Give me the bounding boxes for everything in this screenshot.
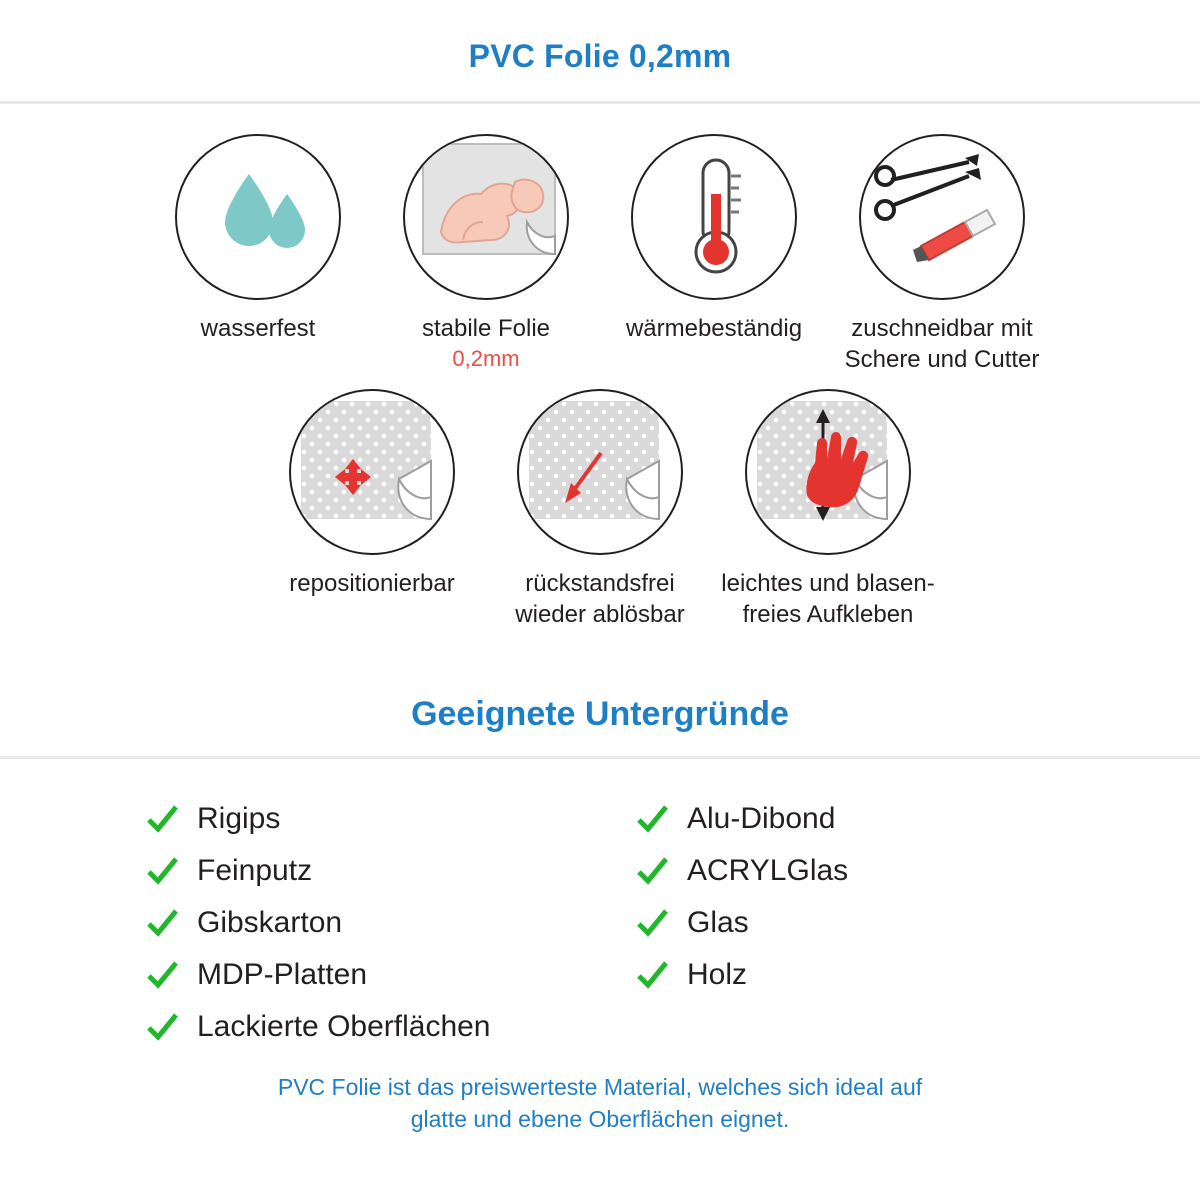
scissors-cutter-icon <box>861 136 1025 300</box>
surface-label: Gibskarton <box>197 905 343 939</box>
feature-caption <box>422 314 550 373</box>
feature-caption <box>626 314 802 345</box>
feature-label: rückstandsfrei wieder ablösbar <box>515 570 685 629</box>
check-icon <box>145 1010 179 1044</box>
feature-repositionierbar <box>262 389 482 600</box>
hand-smoothing-icon <box>747 391 911 555</box>
surface-label: Alu-Dibond <box>687 801 836 835</box>
feature-row-2 <box>0 375 1200 630</box>
feature-circle <box>859 134 1025 300</box>
feature-label: wärmebeständig <box>625 315 803 342</box>
check-icon <box>145 802 179 836</box>
list-item <box>145 897 565 949</box>
list-item <box>145 845 565 897</box>
feature-label: repositionierbar <box>289 570 455 598</box>
list-item <box>145 949 565 1001</box>
surface-label: Holz <box>687 957 748 991</box>
list-item <box>145 793 565 845</box>
surfaces-column-right <box>635 793 1055 1053</box>
surface-label: Feinputz <box>197 853 313 887</box>
water-drops-icon <box>177 136 341 300</box>
reposition-arrows-icon <box>291 391 455 555</box>
footnote-line-2: glatte und ebene Oberflächen eignet. <box>410 1106 790 1133</box>
feature-row-1 <box>0 104 1200 375</box>
surfaces-title: Geeignete Untergründe <box>411 694 789 733</box>
surface-label: MDP-Platten <box>197 957 368 991</box>
list-item <box>635 897 1055 949</box>
surfaces-column-left <box>145 793 565 1053</box>
check-icon <box>145 906 179 940</box>
surface-label: ACRYLGlas <box>687 853 849 887</box>
feature-circle <box>517 389 683 555</box>
peel-off-arrow-icon <box>519 391 683 555</box>
surface-label: Rigips <box>197 801 281 835</box>
check-icon <box>145 958 179 992</box>
check-icon <box>635 802 669 836</box>
feature-circle <box>175 134 341 300</box>
feature-sublabel: 0,2mm <box>452 345 520 371</box>
feature-circle <box>403 134 569 300</box>
feature-label: wasserfest <box>200 315 316 342</box>
check-icon <box>635 958 669 992</box>
feature-zuschneidbar <box>832 134 1052 375</box>
list-item <box>145 1001 565 1053</box>
feature-stabile-folie <box>376 134 596 373</box>
feature-caption <box>490 569 710 630</box>
feature-label: stabile Folie <box>421 315 551 342</box>
feature-caption <box>832 314 1052 375</box>
feature-waermebestaendig <box>604 134 824 345</box>
feature-label: leichtes und blasen-freies Aufkleben <box>721 570 935 629</box>
footnote <box>0 1053 1200 1135</box>
feature-blasenfreies-aufkleben <box>718 389 938 630</box>
feature-caption <box>718 569 938 630</box>
flexed-biceps-icon <box>405 136 569 300</box>
feature-wasserfest <box>148 134 368 345</box>
thermometer-icon <box>633 136 797 300</box>
feature-label: zuschneidbar mit Schere und Cutter <box>844 315 1040 373</box>
list-item <box>635 793 1055 845</box>
surface-label: Glas <box>687 905 749 939</box>
feature-circle <box>745 389 911 555</box>
feature-caption <box>201 314 316 345</box>
check-icon <box>635 854 669 888</box>
surfaces-lists <box>0 759 1200 1053</box>
list-item <box>635 949 1055 1001</box>
footnote-line-1: PVC Folie ist das preiswerteste Material, welches sich ideal auf <box>277 1073 923 1100</box>
page-title: PVC Folie 0,2mm <box>468 38 732 74</box>
check-icon <box>635 906 669 940</box>
feature-rueckstandsfrei <box>490 389 710 630</box>
check-icon <box>145 854 179 888</box>
feature-circle <box>289 389 455 555</box>
surface-label: Lackierte Oberflächen <box>197 1009 491 1043</box>
feature-caption <box>289 569 454 600</box>
feature-circle <box>631 134 797 300</box>
list-item <box>635 845 1055 897</box>
